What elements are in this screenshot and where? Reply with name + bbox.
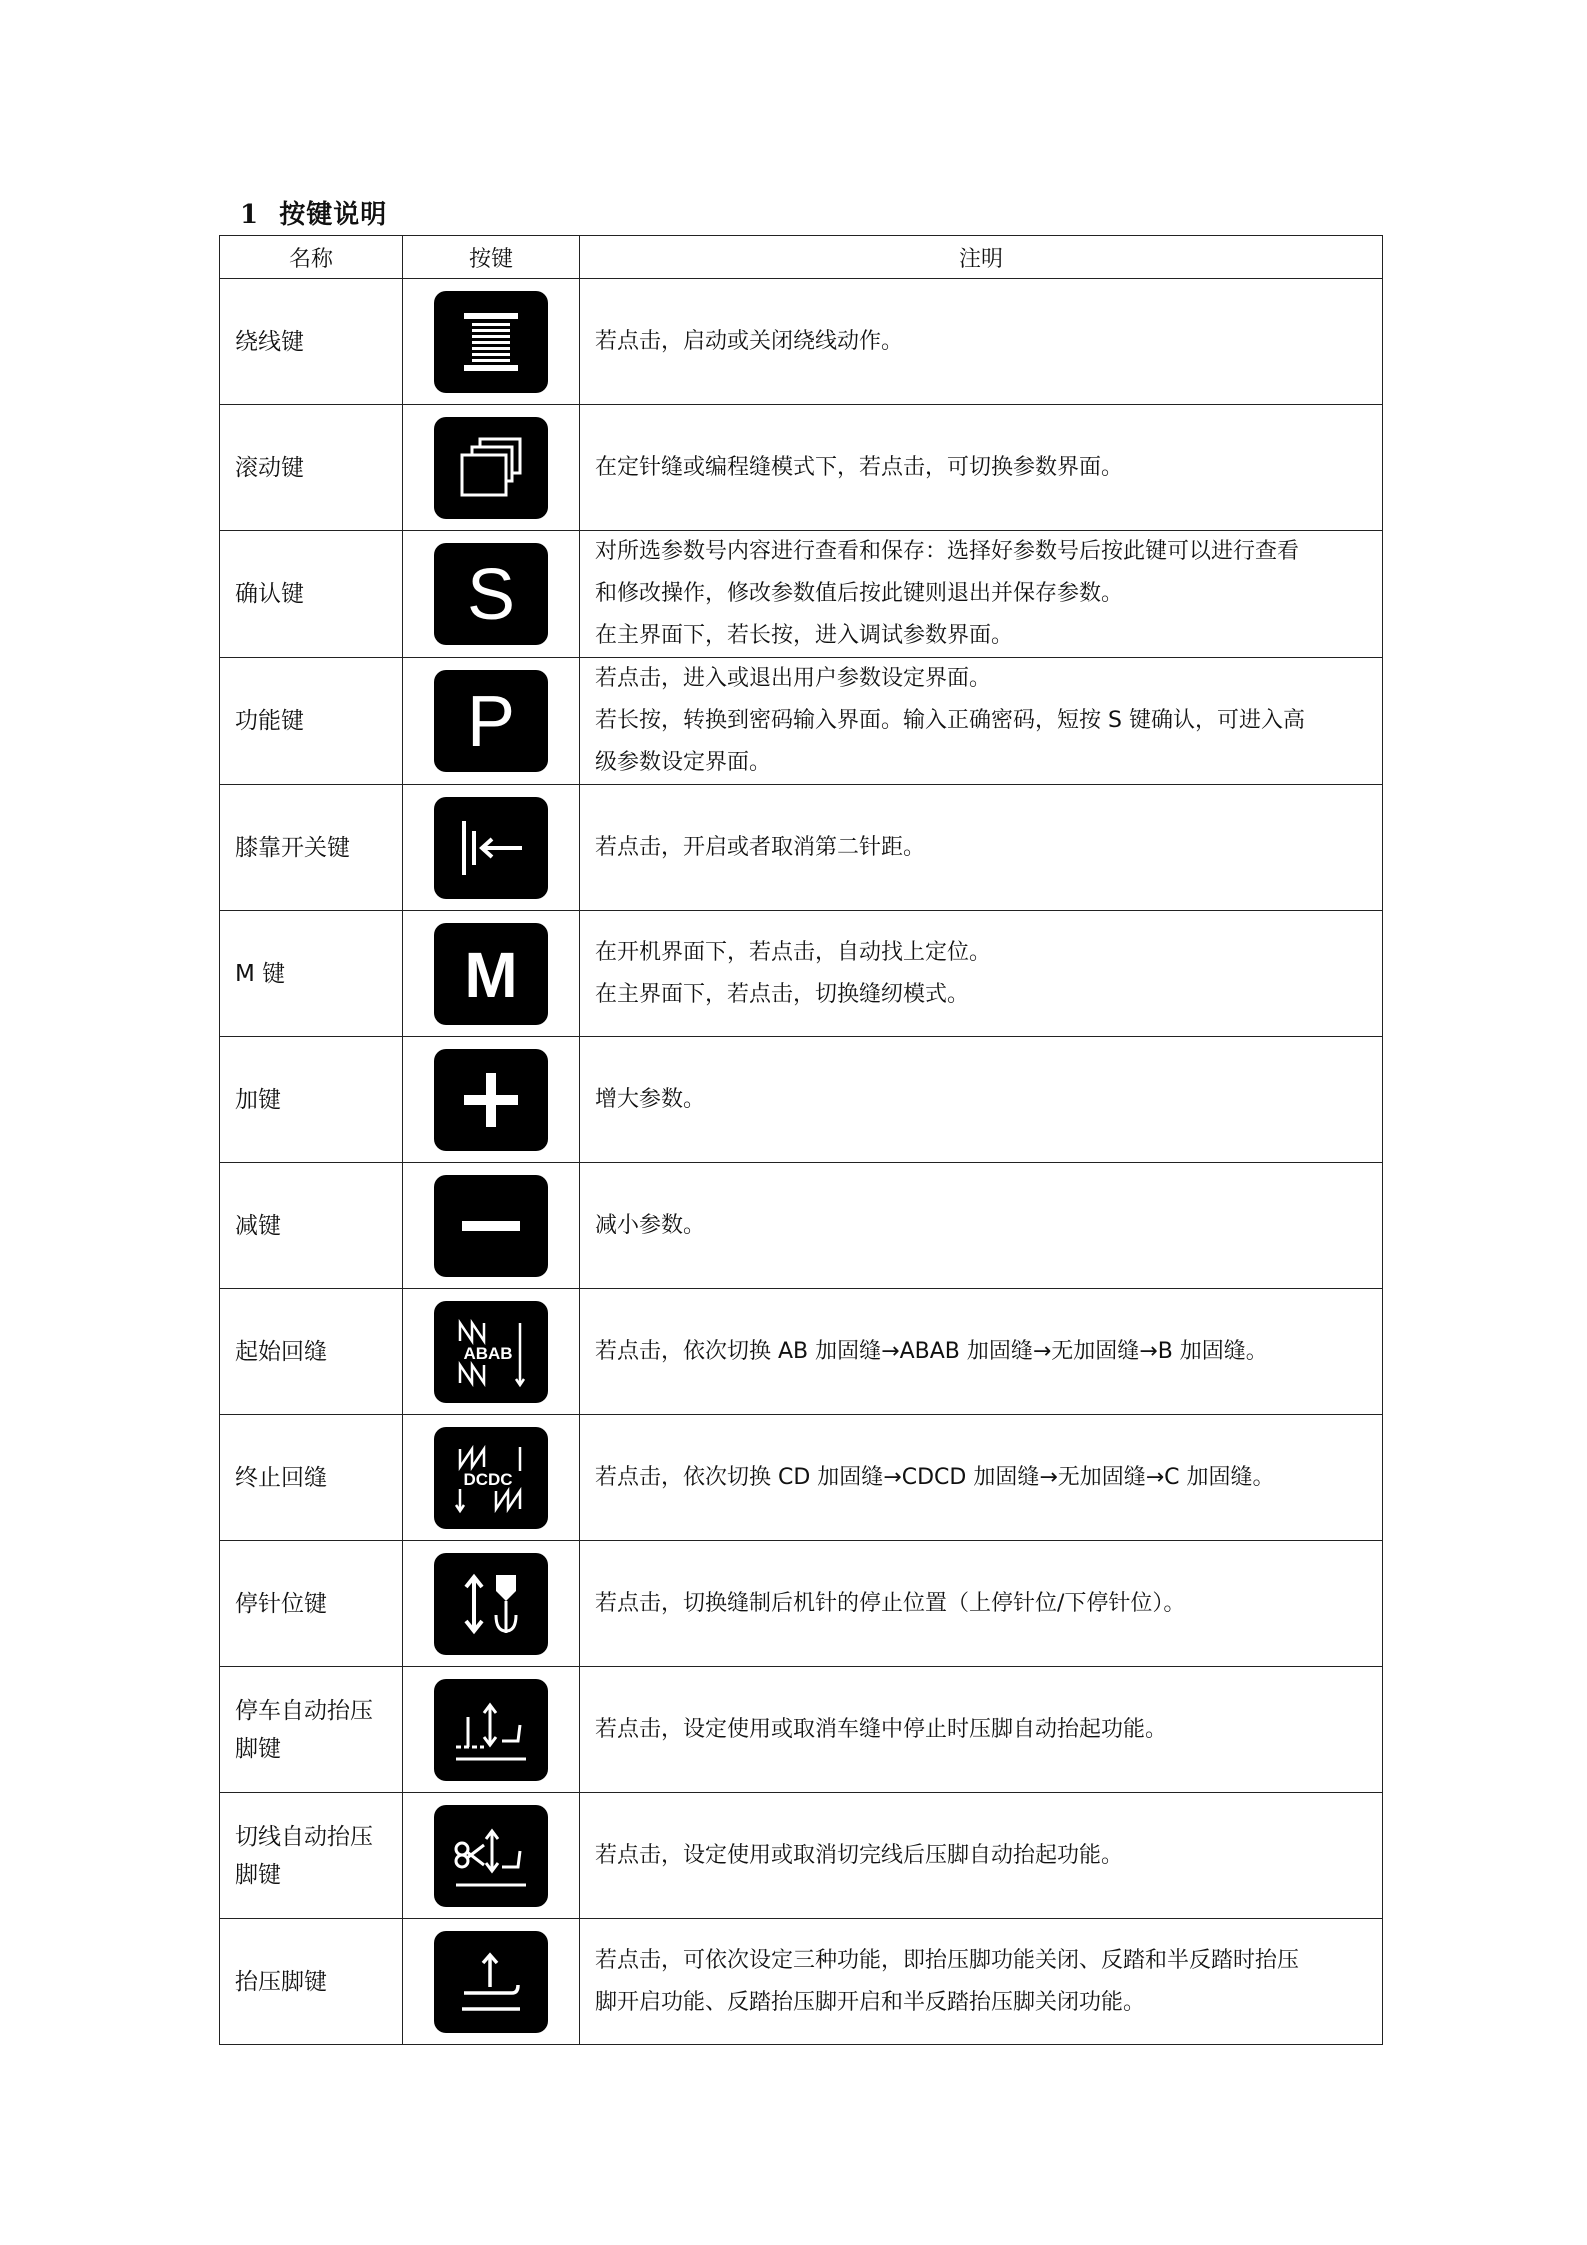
table-row xyxy=(220,405,1383,531)
header-name: 名称 xyxy=(220,236,403,279)
table-header-row xyxy=(220,236,1383,279)
stop-auto-lift-icon xyxy=(434,1679,548,1781)
section-number: 1 xyxy=(240,200,260,230)
key-name-line: 停车自动抬压 xyxy=(235,1697,373,1724)
key-note-line: 若长按，转换到密码输入界面。输入正确密码，短按 S 键确认，可进入高 xyxy=(595,708,1305,733)
trim-auto-lift-icon xyxy=(434,1805,548,1907)
table-row xyxy=(220,1919,1383,2045)
letter-s-icon xyxy=(434,543,548,645)
key-note-line: 在开机界面下，若点击，自动找上定位。 xyxy=(595,939,992,965)
key-note-line: 若点击，可依次设定三种功能，即抬压脚功能关闭、反踏和半反踏时抬压 xyxy=(595,1947,1300,1973)
key-glyph: S xyxy=(466,555,516,635)
presser-foot-lift-icon xyxy=(434,1931,548,2033)
header-note: 注明 xyxy=(580,236,1383,279)
key-glyph: P xyxy=(466,682,516,762)
key-note-line: 若点击，依次切换 CD 加固缝→CDCD 加固缝→无加固缝→C 加固缝。 xyxy=(595,1464,1275,1490)
key-name: 确认键 xyxy=(220,531,403,658)
key-glyph: DCDC xyxy=(463,1469,513,1489)
key-name xyxy=(220,1793,403,1919)
key-note-line: 脚开启功能、反踏抬压脚开启和半反踏抬压脚关闭功能。 xyxy=(595,1989,1146,2015)
key-note-line: 若点击，进入或退出用户参数设定界面。 xyxy=(595,666,992,691)
key-name: 抬压脚键 xyxy=(220,1919,403,2045)
table-row xyxy=(220,1667,1383,1793)
key-name: 停针位键 xyxy=(220,1541,403,1667)
plus-icon xyxy=(434,1049,548,1151)
minus-icon xyxy=(434,1175,548,1277)
key-name: 滚动键 xyxy=(220,405,403,531)
key-name: 起始回缝 xyxy=(220,1289,403,1415)
key-note-line: 若点击，启动或关闭绕线动作。 xyxy=(595,328,904,354)
table-row xyxy=(220,911,1383,1037)
end-backtack-icon xyxy=(434,1427,548,1529)
header-key: 按键 xyxy=(403,236,580,279)
table-row xyxy=(220,1037,1383,1163)
needle-stop-position-icon xyxy=(434,1553,548,1655)
letter-p-icon xyxy=(434,670,548,772)
key-note-line: 对所选参数号内容进行查看和保存：选择好参数号后按此键可以进行查看 xyxy=(595,539,1300,564)
key-note-line: 和修改操作，修改参数值后按此键则退出并保存参数。 xyxy=(595,581,1124,606)
key-name: 减键 xyxy=(220,1163,403,1289)
key-description-table xyxy=(219,235,1383,2045)
section-heading: 按键说明 xyxy=(279,200,388,230)
key-note-line: 在主界面下，若点击，切换缝纫模式。 xyxy=(595,981,970,1007)
key-glyph: M xyxy=(464,938,518,1011)
key-name: 功能键 xyxy=(220,658,403,785)
key-name-line: 脚键 xyxy=(235,1861,281,1888)
table-row xyxy=(220,658,1383,785)
key-note-line: 若点击，开启或者取消第二针距。 xyxy=(595,834,926,860)
key-name-line: 脚键 xyxy=(235,1735,281,1762)
table-row xyxy=(220,1163,1383,1289)
start-backtack-icon xyxy=(434,1301,548,1403)
key-note-line: 在定针缝或编程缝模式下，若点击，可切换参数界面。 xyxy=(595,454,1124,480)
key-note-line: 在主界面下，若长按，进入调试参数界面。 xyxy=(595,623,1014,648)
table-row xyxy=(220,1541,1383,1667)
key-name-line: 切线自动抬压 xyxy=(235,1823,373,1850)
key-note-line: 若点击，设定使用或取消切完线后压脚自动抬起功能。 xyxy=(595,1842,1124,1868)
table-row xyxy=(220,531,1383,658)
key-name: M 键 xyxy=(220,911,403,1037)
key-glyph: ABAB xyxy=(463,1343,513,1363)
table-row xyxy=(220,1289,1383,1415)
key-note-line: 若点击，设定使用或取消车缝中停止时压脚自动抬起功能。 xyxy=(595,1716,1168,1742)
key-note-line: 增大参数。 xyxy=(595,1086,706,1112)
table-row xyxy=(220,1793,1383,1919)
knee-lifter-arrow-icon xyxy=(434,797,548,899)
key-note-line: 减小参数。 xyxy=(595,1212,706,1238)
key-name: 加键 xyxy=(220,1037,403,1163)
key-name: 膝靠开关键 xyxy=(220,785,403,911)
key-name: 绕线键 xyxy=(220,279,403,405)
key-note-line: 若点击，切换缝制后机针的停止位置（上停针位/下停针位）。 xyxy=(595,1590,1186,1616)
stacked-pages-icon xyxy=(434,417,548,519)
key-name: 终止回缝 xyxy=(220,1415,403,1541)
thread-spool-icon xyxy=(434,291,548,393)
table-row xyxy=(220,279,1383,405)
key-note-line: 级参数设定界面。 xyxy=(595,750,772,775)
table-row xyxy=(220,785,1383,911)
letter-m-icon xyxy=(434,923,548,1025)
key-name xyxy=(220,1667,403,1793)
key-note-line: 若点击，依次切换 AB 加固缝→ABAB 加固缝→无加固缝→B 加固缝。 xyxy=(595,1338,1268,1364)
table-row xyxy=(220,1415,1383,1541)
section-title xyxy=(240,194,387,231)
